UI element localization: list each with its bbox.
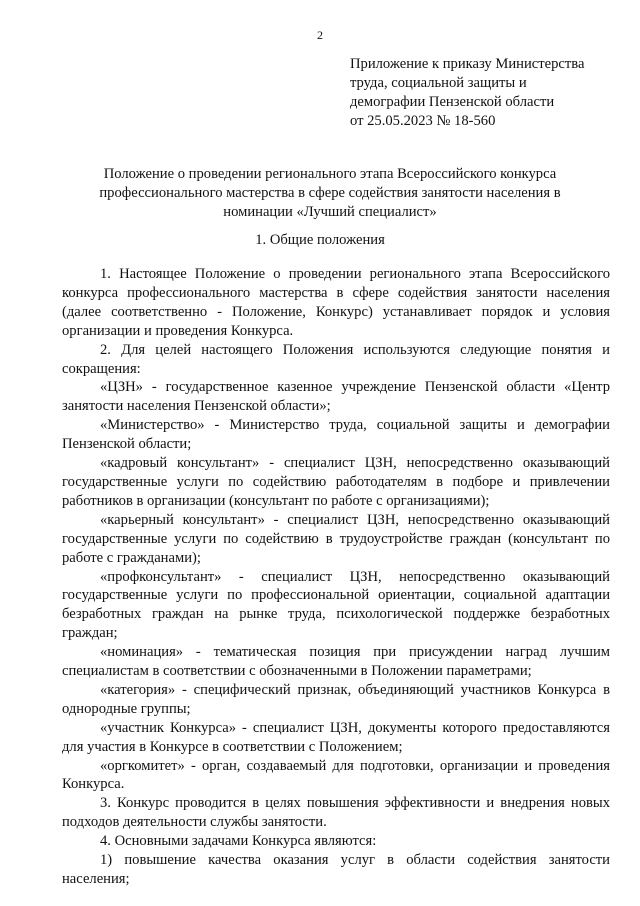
paragraph: 3. Конкурс проводится в целях повышения эффективности и внедрения новых подходов деятельности службы занятости. [62, 795, 610, 831]
paragraph: «оргкомитет» - орган, создаваемый для подготовки, организации и проведения Конкурса. [62, 757, 610, 793]
paragraph: 4. Основными задачами Конкурса являются: [100, 833, 377, 850]
title-line: профессионального мастерства в сфере содействия занятости населения в [99, 184, 561, 201]
paragraph: «кадровый консультант» - специалист ЦЗН, непосредственно оказывающий государственные услуги по содействию работодателям в подборе и привлечении работников в организации (консультант по работе с организациями); [62, 455, 610, 509]
paragraph: «Министерство» - Министерство труда, социальной защиты и демографии Пензенской области; [62, 417, 610, 453]
paragraph: «профконсультант» - специалист ЦЗН, непосредственно оказывающий государственные услуги по профессиональной ориентации, социальной адаптации безработных граждан на рынке труда, психологической поддержке безработных граждан; [62, 568, 610, 642]
page-number: 2 [317, 28, 323, 42]
annex-line: демографии Пензенской области [350, 93, 555, 110]
paragraph: 1) повышение качества оказания услуг в области содействия занятости населения; [62, 852, 610, 887]
paragraph: «карьерный консультант» - специалист ЦЗН, непосредственно оказывающий государственные услуги по содействию в трудоустройстве граждан (консультант по работе с гражданами); [62, 511, 610, 566]
annex-block [350, 55, 620, 131]
annex-line: труда, социальной защиты и [350, 74, 527, 91]
annex-line: от 25.05.2023 № 18-560 [350, 112, 496, 129]
annex-line: Приложение к приказу Министерства [350, 56, 585, 72]
title-line: номинации «Лучший специалист» [223, 203, 437, 220]
section-heading: 1. Общие положения [255, 232, 385, 248]
paragraph: «категория» - специфический признак, объединяющий участников Конкурса в однородные группы; [62, 681, 610, 717]
title-line: Положение о проведении регионального этапа Всероссийского конкурса [103, 166, 557, 182]
document-body [62, 265, 610, 889]
paragraph: 1. Настоящее Положение о проведении регионального этапа Всероссийского конкурса профессионального мастерства в сфере содействия занятости населения (далее соответственно - Положение, Конкурс) устанавливает порядок и условия организации и проведения Конкурса. [62, 266, 610, 339]
document-title [80, 165, 580, 222]
paragraph: «номинация» - тематическая позиция при присуждении наград лучшим специалистам в соответствии с обозначенными в Положении параметрами; [62, 644, 610, 680]
paragraph: «ЦЗН» - государственное казенное учреждение Пензенской области «Центр занятости населения Пензенской области»; [62, 379, 610, 415]
paragraph: 2. Для целей настоящего Положения используются следующие понятия и сокращения: [62, 341, 610, 377]
paragraph: «участник Конкурса» - специалист ЦЗН, документы которого предоставляются для участия в Конкурсе в соответствии с Положением; [62, 719, 610, 755]
